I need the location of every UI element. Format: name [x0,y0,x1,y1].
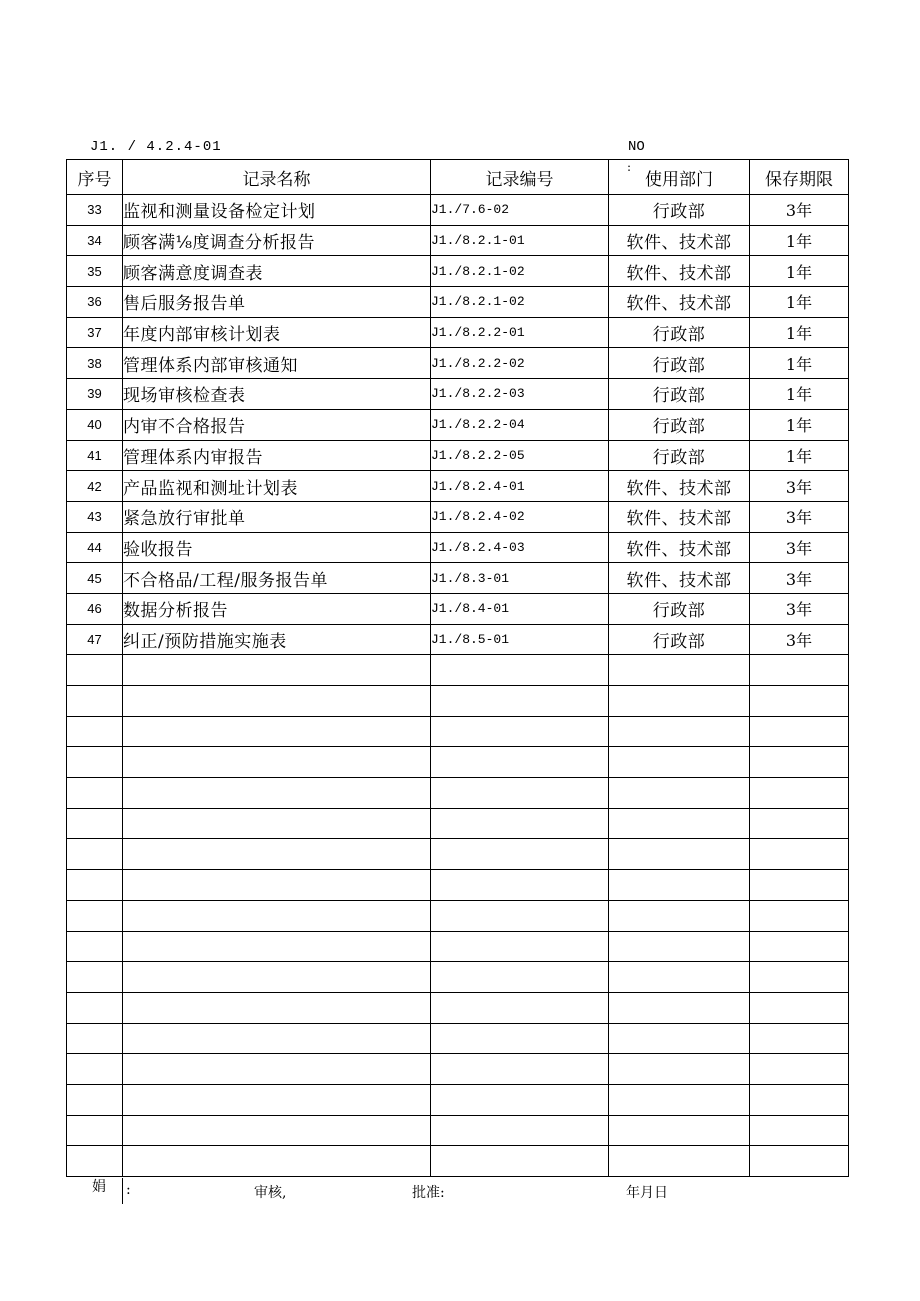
table-row [67,501,849,532]
cell-record-name [123,808,431,839]
cell-record-name: 顾客满意度调查表 [123,256,431,287]
cell-seq: 34 [67,225,123,256]
header-department-label: 使用部门 [645,169,713,190]
cell-retention [750,1146,849,1177]
cell-department [609,778,750,809]
cell-seq [67,962,123,993]
cell-retention [750,686,849,717]
empty-table-row [67,1084,849,1115]
footer-prepared-label: 娟 [92,1179,106,1195]
cell-seq [67,686,123,717]
cell-record-name [123,839,431,870]
table-row [67,256,849,287]
cell-retention: 3年 [750,532,849,563]
cell-seq: 44 [67,532,123,563]
empty-table-row [67,992,849,1023]
cell-record-code [431,870,609,901]
cell-retention: 3年 [750,593,849,624]
cell-retention [750,747,849,778]
cell-seq [67,716,123,747]
table-row [67,225,849,256]
cell-seq [67,1023,123,1054]
cell-record-code [431,1023,609,1054]
cell-department: 软件、技术部 [609,532,750,563]
cell-retention [750,1084,849,1115]
cell-record-code: J1./8.2.4-03 [431,532,609,563]
cell-department: 软件、技术部 [609,256,750,287]
cell-department [609,839,750,870]
table-row [67,348,849,379]
cell-department: 行政部 [609,593,750,624]
header-row [67,160,849,195]
cell-seq: 47 [67,624,123,655]
cell-record-code: J1./8.2.1-02 [431,256,609,287]
cell-department [609,1115,750,1146]
cell-record-code: J1./8.2.4-02 [431,501,609,532]
cell-record-code: J1./8.3-01 [431,563,609,594]
cell-record-code [431,962,609,993]
empty-table-row [67,686,849,717]
cell-record-name [123,1146,431,1177]
cell-seq [67,839,123,870]
cell-record-code [431,686,609,717]
empty-table-row [67,1023,849,1054]
cell-record-name [123,900,431,931]
cell-retention [750,870,849,901]
table-row [67,195,849,226]
header-record-code: 记录编号 [431,160,609,195]
cell-record-name [123,747,431,778]
cell-retention: 3年 [750,624,849,655]
table-row [67,317,849,348]
cell-record-code: J1./8.5-01 [431,624,609,655]
table-row [67,440,849,471]
cell-department [609,1023,750,1054]
cell-seq [67,870,123,901]
cell-department: 行政部 [609,317,750,348]
empty-table-row [67,900,849,931]
cell-seq: 36 [67,287,123,318]
cell-retention: 3年 [750,563,849,594]
empty-table-row [67,1146,849,1177]
cell-record-name: 管理体系内部审核通知 [123,348,431,379]
cell-record-name [123,1023,431,1054]
cell-department: 行政部 [609,624,750,655]
cell-retention [750,808,849,839]
cell-record-name: 紧急放行审批单 [123,501,431,532]
cell-seq [67,1054,123,1085]
cell-record-name: 售后服务报告单 [123,287,431,318]
cell-record-name: 数据分析报告 [123,593,431,624]
cell-retention [750,962,849,993]
cell-record-name: 顾客满⅛度调查分析报告 [123,225,431,256]
cell-record-code: J1./8.2.2-03 [431,379,609,410]
cell-seq [67,808,123,839]
cell-department [609,992,750,1023]
cell-record-code: J1./7.6-02 [431,195,609,226]
cell-record-name [123,870,431,901]
cell-record-code [431,655,609,686]
cell-record-code: J1./8.4-01 [431,593,609,624]
cell-seq: 42 [67,471,123,502]
cell-record-name: 产品监视和测址计划表 [123,471,431,502]
cell-retention: 3年 [750,195,849,226]
table-row [67,287,849,318]
header-department-mark: : [627,160,632,174]
cell-record-name [123,686,431,717]
cell-record-name [123,1115,431,1146]
cell-record-name [123,1084,431,1115]
cell-record-code: J1./8.2.1-01 [431,225,609,256]
cell-department [609,655,750,686]
cell-record-name: 验收报告 [123,532,431,563]
cell-retention [750,655,849,686]
cell-retention [750,1023,849,1054]
cell-record-code [431,716,609,747]
cell-record-code [431,808,609,839]
cell-record-name: 内审不合格报告 [123,409,431,440]
cell-department: 行政部 [609,195,750,226]
cell-record-name [123,1054,431,1085]
header-department [609,160,750,195]
cell-seq [67,992,123,1023]
cell-seq [67,655,123,686]
header-seq: 序号 [67,160,123,195]
footer-prepared-colon: : [126,1182,131,1198]
empty-table-row [67,655,849,686]
footer-date-label: 年月日 [626,1185,668,1201]
empty-table-row [67,747,849,778]
footer-approve-label: 批准: [412,1185,445,1201]
cell-department [609,900,750,931]
cell-record-name [123,778,431,809]
cell-seq: 39 [67,379,123,410]
cell-department [609,870,750,901]
cell-seq: 37 [67,317,123,348]
cell-record-code [431,1115,609,1146]
cell-seq: 35 [67,256,123,287]
cell-department [609,716,750,747]
cell-record-code: J1./8.2.4-01 [431,471,609,502]
cell-record-code [431,1084,609,1115]
cell-seq: 40 [67,409,123,440]
cell-record-code [431,931,609,962]
table-row [67,379,849,410]
footer-divider [122,1178,123,1204]
cell-retention [750,900,849,931]
cell-department [609,1084,750,1115]
document-code: J1. / 4.2.4-01 [90,139,222,155]
cell-department: 软件、技术部 [609,471,750,502]
records-table [66,159,849,1177]
cell-seq: 41 [67,440,123,471]
cell-retention: 3年 [750,471,849,502]
cell-seq [67,1115,123,1146]
cell-record-code: J1./8.2.2-01 [431,317,609,348]
empty-table-row [67,962,849,993]
table-row [67,563,849,594]
cell-record-code [431,900,609,931]
cell-record-name: 年度内部审核计划表 [123,317,431,348]
table-row [67,471,849,502]
empty-table-row [67,716,849,747]
cell-record-code [431,1054,609,1085]
cell-seq [67,778,123,809]
table-row [67,409,849,440]
cell-retention: 1年 [750,348,849,379]
cell-seq [67,747,123,778]
cell-record-name [123,716,431,747]
cell-record-name: 不合格品/工程/服务报告单 [123,563,431,594]
cell-retention [750,992,849,1023]
cell-seq [67,900,123,931]
cell-department: 行政部 [609,348,750,379]
cell-record-code: J1./8.2.2-05 [431,440,609,471]
cell-record-code: J1./8.2.2-04 [431,409,609,440]
cell-retention: 3年 [750,501,849,532]
cell-retention [750,1115,849,1146]
cell-retention [750,1054,849,1085]
header-record-name: 记录名称 [123,160,431,195]
cell-record-name [123,655,431,686]
cell-record-code [431,747,609,778]
cell-record-code [431,839,609,870]
signature-footer [66,1176,848,1206]
table-row [67,593,849,624]
empty-table-row [67,1054,849,1085]
cell-department: 软件、技术部 [609,563,750,594]
cell-record-name: 管理体系内审报告 [123,440,431,471]
cell-department: 软件、技术部 [609,287,750,318]
cell-record-name [123,931,431,962]
cell-seq: 38 [67,348,123,379]
empty-table-row [67,1115,849,1146]
cell-seq: 45 [67,563,123,594]
cell-department [609,686,750,717]
cell-retention [750,716,849,747]
cell-record-name: 纠正/预防措施实施表 [123,624,431,655]
empty-table-row [67,870,849,901]
cell-record-code [431,1146,609,1177]
cell-record-name: 现场审核检查表 [123,379,431,410]
cell-record-code [431,992,609,1023]
cell-department [609,1146,750,1177]
cell-retention: 1年 [750,379,849,410]
cell-department: 行政部 [609,440,750,471]
document-number-label: NO [628,139,645,155]
empty-table-row [67,931,849,962]
cell-seq: 46 [67,593,123,624]
cell-department [609,1054,750,1085]
cell-retention: 1年 [750,440,849,471]
cell-department: 行政部 [609,409,750,440]
cell-seq [67,1146,123,1177]
cell-department [609,962,750,993]
cell-record-name [123,992,431,1023]
cell-retention [750,931,849,962]
cell-retention: 1年 [750,225,849,256]
cell-retention [750,778,849,809]
footer-review-label: 审核, [254,1185,287,1201]
cell-retention: 1年 [750,409,849,440]
cell-record-name: 监视和测量设备检定计划 [123,195,431,226]
cell-department: 软件、技术部 [609,225,750,256]
cell-retention: 1年 [750,256,849,287]
cell-department [609,931,750,962]
empty-table-row [67,839,849,870]
cell-record-code [431,778,609,809]
cell-retention: 1年 [750,287,849,318]
table-row [67,624,849,655]
cell-seq [67,931,123,962]
cell-record-code: J1./8.2.1-02 [431,287,609,318]
cell-department [609,747,750,778]
header-retention: 保存期限 [750,160,849,195]
empty-table-row [67,778,849,809]
cell-record-code: J1./8.2.2-02 [431,348,609,379]
cell-department [609,808,750,839]
cell-record-name [123,962,431,993]
cell-retention: 1年 [750,317,849,348]
cell-department: 软件、技术部 [609,501,750,532]
empty-table-row [67,808,849,839]
table-row [67,532,849,563]
cell-seq: 43 [67,501,123,532]
cell-retention [750,839,849,870]
cell-seq [67,1084,123,1115]
cell-department: 行政部 [609,379,750,410]
cell-seq: 33 [67,195,123,226]
